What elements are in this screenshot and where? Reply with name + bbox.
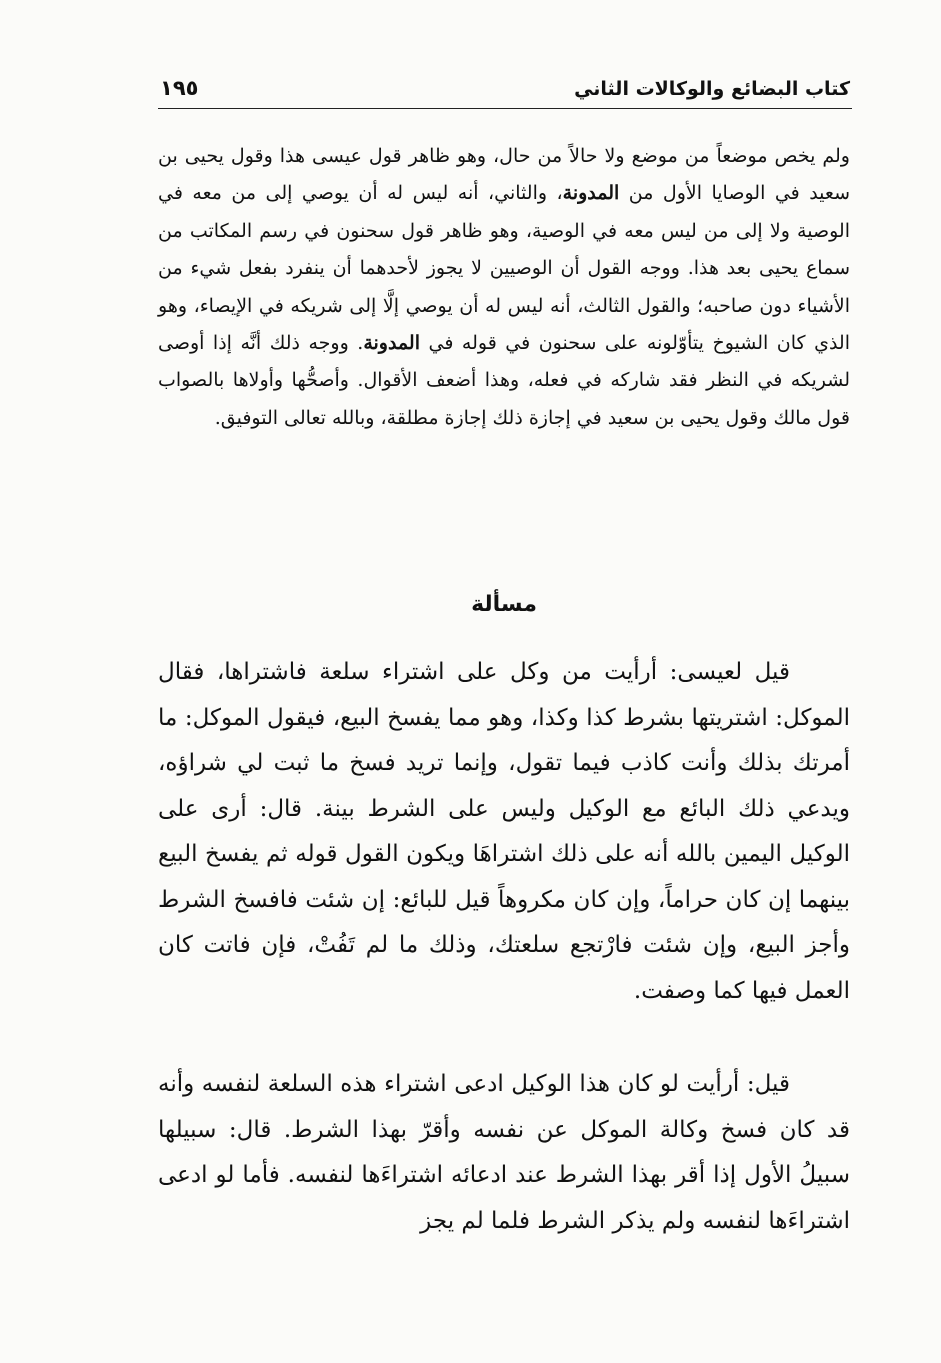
section-heading: مسألة <box>471 592 537 617</box>
question-text-2: قيل: أرأيت لو كان هذا الوكيل ادعى اشتراء هذه السلعة لنفسه وأنه قد كان فسخ وكالة الموكل عن نفسه وأقرّ بهذا الشرط. قال: سبيلها سبيلُ الأول إذا أقر بهذا الشرط عند ادعائه اشتراءَها لنفسه. فأما لو ادعى اشتراءَها لنفسه ولم يذكر الشرط فلما لم يجز <box>158 1071 850 1234</box>
mudawwana-reference-2: المدونة <box>363 332 420 355</box>
commentary-text-part-3: . ووجه ذلك أنَّه إذا أوصى لشريكه في النظر فقد شاركه في فعله، وهذا أضعف الأقوال. وأصحُّها وأولاها بالصواب قول مالك وقول يحيى بن سعيد في إجازة ذلك إجازة مطلقة، وبالله تعالى التوفيق. <box>158 332 850 429</box>
question-paragraph-1 <box>158 650 850 1014</box>
page-number: ١٩٥ <box>160 76 199 100</box>
question-paragraph-2 <box>158 1062 850 1244</box>
commentary-text <box>158 138 850 437</box>
running-header <box>160 70 850 108</box>
question-text-1: قيل لعيسى: أرأيت من وكل على اشتراء سلعة فاشتراها، فقال الموكل: اشتريتها بشرط كذا وكذا، وهو مما يفسخ البيع، فيقول الموكل: ما أمرتك بذلك وأنت كاذب فيما تقول، وإنما تريد فسخ ما ثبت لي شراؤه، ويدعي ذلك البائع مع الوكيل وليس على الشرط بينة. قال: أرى على الوكيل اليمين بالله أنه على ذلك اشتراهَا ويكون القول قوله ثم يفسخ البيع بينهما إن كان حراماً، وإن كان مكروهاً قيل للبائع: إن شئت فافسخ الشرط وأجز البيع، وإن شئت فارْتجع سلعتك، وذلك ما لم تَفُتْ، فإن فاتت كان العمل فيها كما وصفت. <box>158 659 850 1004</box>
commentary-text-part-1: ولم يخص موضعاً من موضع ولا حالاً من حال، وهو ظاهر قول عيسى هذا وقول يحيى بن سعيد في الوصايا الأول من <box>158 145 851 205</box>
running-title: كتاب البضائع والوكالات الثاني <box>574 78 850 100</box>
commentary-paragraph <box>158 138 850 437</box>
header-rule <box>158 108 852 109</box>
mudawwana-reference-1: المدونة <box>562 182 620 205</box>
commentary-text-part-2: ، والثاني، أنه ليس له أن يوصي إلى من معه في الوصية ولا إلى من ليس معه في الوصية، وهو ظاهر قول سحنون في رسم المكاتب من سماع يحيى بعد هذا. ووجه القول أن الوصيين لا يجوز لأحدهما أن ينفرد بفعل شيء من الأشياء دون صاحبه؛ والقول الثالث، أنه ليس له أن يوصي إلَّا إلى شريكه في الإيصاء، وهو الذي كان الشيوخ يتأوّلونه على سحنون في قوله في <box>158 182 850 355</box>
